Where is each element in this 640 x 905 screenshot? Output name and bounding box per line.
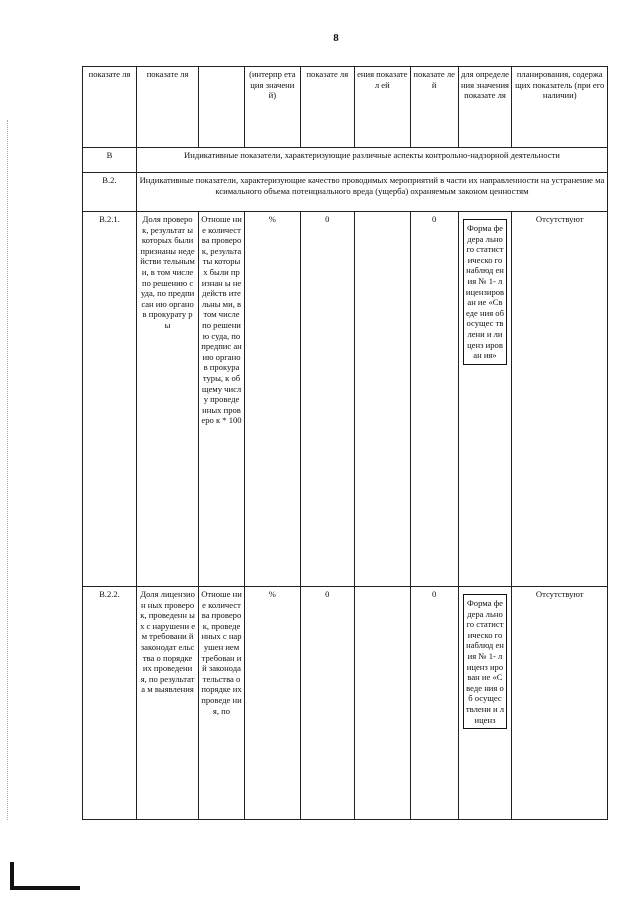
indicator-value: 0 — [410, 587, 458, 820]
header-row — [83, 67, 608, 148]
indicator-formula: Отноше ние количест ва проверо к, проведе нных с нарушен ием требован ий законода тельства о порядке их проведе ния, по — [199, 587, 245, 820]
section-title: Индикативные показатели, характеризующие качество проводимых мероприятий в части их направленности на устранение максимального объема потенциального вреда (ущерба) охраняемым законом ценностям — [136, 173, 607, 212]
section-row — [83, 148, 608, 173]
indicator-unit: % — [244, 212, 300, 587]
indicator-target: 0 — [300, 212, 354, 587]
indicator-blank — [354, 587, 410, 820]
indicator-unit: % — [244, 587, 300, 820]
header-cell: (интерпр етация значени й) — [244, 67, 300, 148]
header-cell: показате ля — [136, 67, 198, 148]
section-code: В.2. — [83, 173, 137, 212]
header-cell: планирования, содержащих показатель (при его наличии) — [512, 67, 608, 148]
indicator-target: 0 — [300, 587, 354, 820]
indicator-value: 0 — [410, 212, 458, 587]
indicator-code: В.2.2. — [83, 587, 137, 820]
subsection-row — [83, 173, 608, 212]
section-title: Индикативные показатели, характеризующие различные аспекты контрольно-надзорной деятельности — [136, 148, 607, 173]
indicator-name: Доля проверок, результат ы которых были признаны недействи тельными, в том числе по решению суда, по предписан ию органов прокурату ры — [136, 212, 198, 587]
header-cell: для определе ния значения показате ля — [458, 67, 512, 148]
header-cell: показате лей — [410, 67, 458, 148]
scan-corner-mark — [10, 886, 80, 890]
indicator-blank — [354, 212, 410, 587]
header-cell — [199, 67, 245, 148]
header-cell: показате ля — [83, 67, 137, 148]
indicator-name: Доля лицензион ных проверок, проведенн ых с нарушени ем требовани й законодат ельства о порядке их проведени я, по результата м выявления — [136, 587, 198, 820]
section-code: В — [83, 148, 137, 173]
margin-dotted-line — [7, 120, 8, 820]
indicator-source: Форма федера льного статист ическо го наблюд ения № 1- лицензирован ие «Сведе ния об осущес твлени и лиценз ирован ия» — [463, 219, 508, 365]
table-row — [83, 212, 608, 587]
indicator-source: Форма федера льного статист ическо го наблюд ения № 1- лиценз ирован ие «Сведе ния об осущес твлени и лиценз — [463, 594, 508, 729]
table-row — [83, 587, 608, 820]
indicator-source-cell — [458, 587, 512, 820]
indicator-code: В.2.1. — [83, 212, 137, 587]
page-number: 8 — [333, 32, 339, 44]
indicator-table — [82, 66, 608, 820]
header-cell: показате ля — [300, 67, 354, 148]
indicator-formula: Отноше ние количест ва проверо к, результа ты которых были признан ы недейств ительны ми, в том числе по решени ю суда, по предпис анию органов прокура туры, к общему числу проведе нных проверо к * 100 — [199, 212, 245, 587]
indicator-docs: Отсутствуют — [512, 212, 608, 587]
header-cell: ения показател ей — [354, 67, 410, 148]
indicator-source-cell — [458, 212, 512, 587]
indicator-docs: Отсутствуют — [512, 587, 608, 820]
